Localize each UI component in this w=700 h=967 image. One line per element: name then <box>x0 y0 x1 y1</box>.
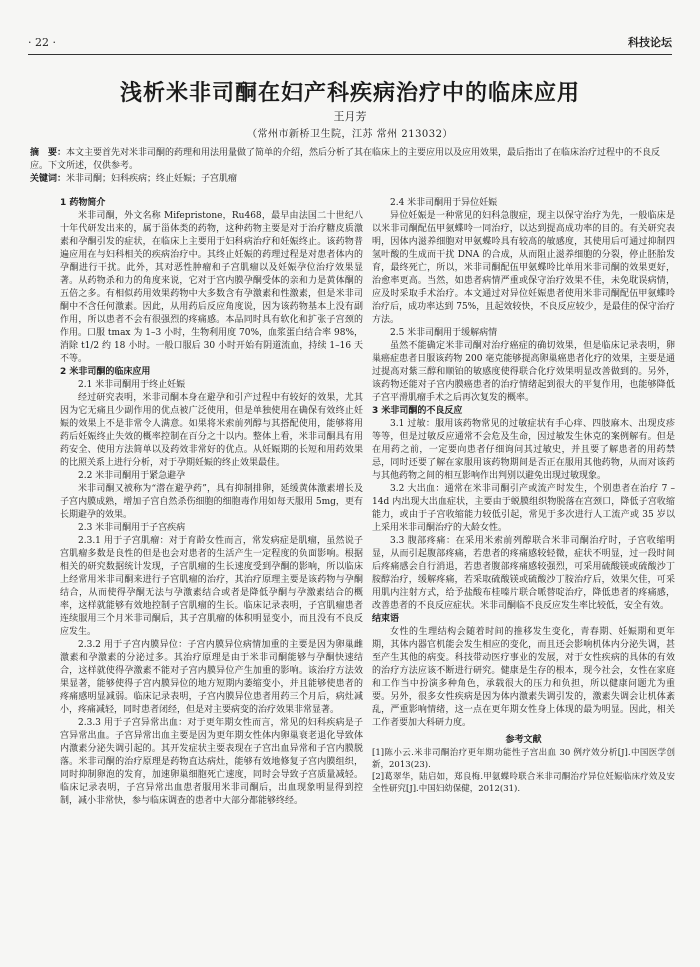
left-subsection-heading: 2.2 米非司酮用于紧急避孕 <box>78 471 186 481</box>
section-name: 科技论坛 <box>628 36 672 49</box>
right-reference-item: [1]陈小云.米非司酮治疗更年期功能性子宫出血 30 例疗效分析[J].中国医学创新，2013(23). <box>372 748 675 770</box>
left-paragraph: 2.3.1 用于子宫肌瘤：对于育龄女性而言，常发病症是肌瘤，虽然说子宫肌瘤多数是良性的但是也会对患者的生活产生一定程度的负面影响。根据相关的研究数据统计发现，子宫肌瘤的生长速度受到孕酮的影响，所以临床上经常用米非司酮来进行子宫肌瘤的治疗，其治疗原理主要是该药物与孕酮结合，从而使得孕酮无法与孕激素结合或者是降低孕酮与孕激素结合的概率，这样就能够有效地控制子宫肌瘤的生长。临床记录表明，子宫肌瘤患者连续服用三个月米非司酮后，其子宫肌瘤的体积明显变小，而且没有不良反应发生。 <box>60 536 363 637</box>
right-section-heading: 结束语 <box>372 614 400 624</box>
abstract-label: 摘 要： <box>30 148 67 158</box>
page-number: · 22 · <box>28 36 56 49</box>
left-paragraph: 2.3.2 用于子宫内膜异位：子宫内膜异位病情加重的主要是因为卵巢雌激素和孕激素的分泌过多。其治疗原理是由于米非司酮能够与孕酮快速结合，这样就使得孕激素不能对子宫内膜异位产生加重的影响。该治疗方法效果显著，能够使得子宫内膜异位的地方短期内萎缩变小，并且能够使患者的疼痛感明显减弱。临床记录表明，子宫内膜异位患者用药三个月后，病灶减小，疼痛减轻，同时患者闭经，但是对主要病变的治疗效果非常显著。 <box>60 640 363 715</box>
right-reference-item: [2]葛翠华，陆启如，郑良梅.甲氨蝶呤联合米非司酮治疗异位妊娠临床疗效及安全性研究[J].中国妇幼保健，2012(31). <box>372 772 675 794</box>
left-paragraph: 2.3.3 用于子宫异常出血：对于更年期女性而言，常见的妇科疾病是子宫异常出血。子宫异常出血主要是因为更年期女性体内卵巢衰老退化导致体内激素分泌失调引起的。其开发症状主要表现在子宫出血异常和子宫内膜脱落。米非司酮的治疗原理是药物直达病灶，能够有效地修复子宫内膜组织，同时抑制卵泡的发育，加速卵巢细胞死亡速度，同时会导致子宫质量减轻。临床记录表明，子宫异常出血患者服用米非司酮后，出血现象明显得到控制，减小非常快，参与临床调查的患者中大部分都能够终经。 <box>60 718 363 806</box>
left-paragraph: 米非司酮又被称为“潜在避孕药”，具有抑制排卵，延缓黄体激素增长及子宫内膜成熟，增加子宫自然杀伤细胞的细胞毒作用如每天服用 5mg，更有长期避孕的效果。 <box>60 484 363 520</box>
left-column <box>60 197 363 808</box>
abstract-text: 本文主要首先对米非司酮的药理和用法用量做了简单的介绍，然后分析了其在临床上的主要应用以及应用效果，最后指出了在临床治疗过程中的不良反应。下文所述，仅供参考。 <box>30 148 661 171</box>
left-section-heading: 1 药物简介 <box>60 198 106 208</box>
left-paragraph: 经过研究表明，米非司酮本身在避孕和引产过程中有较好的效果，尤其因为它无痛且少副作用的优点被广泛使用，但是单独使用在确保有效终止妊娠的效果上不是非常令人满意。如果将米索前列醇与其搭配使用，能够将用药后妊娠终止失效的概率控制在百分之十以内。整体上看，米非司酮具有用药安全、使用方法简单以及药效非常好的优点。从妊娠期的长短和用药效果的比照关系上进行分析，对于孕期妊娠的终止效果最佳。 <box>60 393 363 468</box>
left-subsection-heading: 2.1 米非司酮用于终止妊娠 <box>78 380 186 390</box>
right-paragraph: 女性的生理结构会随着时间的推移发生变化，青春期、妊娠期和更年期，其体内器官机能会发生相应的变化，而且还会影响机体内分泌失调，甚至产生其他的病变。科技带动医疗事业的发展，对于女性疾病的具体的有效的治疗方法应该不断进行研究。健康是生存的根本，现今社会，女性在家庭和工作当中扮演多种角色，承载很大的压力和负担，所以健康问题尤为重要。另外，很多女性疾病是因为体内激素失调引发的，激素失调会让机体紊乱，严重影响情绪，这一点在更年期女性身上体现的最为明显。因此，相关工作者要加大科研力度。 <box>372 627 675 728</box>
right-paragraph: 3.1 过敏：服用该药物常见的过敏症状有手心痒、四肢麻木、出现皮疹等等，但是过敏反应通常不会危及生命，因过敏发生休克的案例解有。但是在用药之前，一定要向患者仔细询问其过敏史，并且要了解患者的用药禁忌，同时还要了解在家服用该药物期间是否正在服用其他药物，从而对该药与其他药物之间的相互影响作出判别以避免出现过敏现象。 <box>372 419 675 481</box>
right-paragraph: 异位妊娠是一种常见的妇科急腹症，现主以保守治疗为先，一般临床是以米非司酮配伍甲氨蝶呤一同治疗，以达到提高成功率的目的。有关研究表明，因体内滋养细胞对甲氨蝶呤具有较高的敏感度，其使用后可通过抑制四氢叶酸的生成而干扰 DNA 的合成，从而阻止滋养细胞的分裂，停止胚胎发育，最终死亡，所以，米非司酮配伍甲氨蝶呤比单用米非司酮的效果更好，治愈率更高。当然，如患者病情严重或保守治疗效果不佳，未免耽误病情，应及时采取手术治疗。本文通过对异位妊娠患者使用米非司酮配伍甲氨蝶呤治疗后，成功率达到 75%，且起效较快，不良反应较少，是最佳的保守治疗方法。 <box>372 211 675 325</box>
right-paragraph: 虽然不能确定米非司酮对治疗癌症的确切效果，但是临床记录表明，卵巢癌症患者日服该药物 200 毫克能够提高卵巢癌患者化疗的效果，主要是通过提高对紫三醇和顺铂的敏感度使得联合化疗效果明显改善做到的。另外，该药物还能对子宫内膜癌患者的治疗情绪起到很大的平复作用，也能够降低子宫平滑肌瘤手术之后再次复发的概率。 <box>372 341 675 403</box>
right-paragraph: 3.3 腹部疼痛：在采用米索前列醇联合米非司酮治疗时，子宫收缩明显，从而引起腹部疼痛，若患者的疼痛感较轻微，症状不明显，过一段时间后疼痛感会自行消退，若患者腹部疼痛感较强烈，可采用硫酸镁或硫酸沙丁胺醇治疗，缓解疼痛，若采取硫酸镁或硫酸沙丁胺治疗后，效果欠佳，可采用肌内注射方式，给予盐酸布桂嗪片联合哌替啶治疗，降低患者的疼痛感，改善患者的不良反应症状。米非司酮临不良反应发生率比较低，安全有效。 <box>372 536 675 611</box>
right-references-heading: 参考文献 <box>505 735 542 745</box>
right-subsection-heading: 2.4 米非司酮用于异位妊娠 <box>390 198 498 208</box>
author-name: 王月芳 <box>333 110 367 123</box>
right-column <box>372 197 675 795</box>
right-section-heading: 3 米非司酮的不良反应 <box>372 406 463 416</box>
article-title: 浅析米非司酮在妇产科疾病治疗中的临床应用 <box>119 80 580 106</box>
keywords-label: 关键词： <box>30 174 67 184</box>
right-paragraph: 3.2 大出血：通常在米非司酮引产或流产时发生，个别患者在治疗 7 – 14d 内出现大出血症状，主要由于蜕膜组织物脱落在宫颈口，降低子宫收缩能力，或由于子宫收缩能力较低引起，常见于多次进行人工流产或 35 岁以上采用米非司酮治疗的大龄女性。 <box>372 484 675 533</box>
keywords-text: 米非司酮；妇科疾病；终止妊娠；子宫肌瘤 <box>66 174 238 184</box>
author-affiliation: （常州市新桥卫生院，江苏 常州 213032） <box>246 129 454 140</box>
left-subsection-heading: 2.3 米非司酮用于子宫疾病 <box>78 523 186 533</box>
abstract <box>30 147 670 173</box>
left-section-heading: 2 米非司酮的临床应用 <box>60 367 151 377</box>
running-header <box>28 34 672 55</box>
abstract-block <box>30 147 670 186</box>
left-paragraph: 米非司酮，外文名称 Mifepristone，Ru468，最早由法国二十世纪八十年代研发出来的，属于甾体类的药物，这种药物主要是对于治疗糖皮质激素和孕酮引发的症状，在临床上主要用于妇科病治疗和妊娠终止。该药物普遍应用在与妇科相关的疾病治疗中。其终止妊娠的药理过程是对患者体内的孕酮进行干扰。此外，其对恶性肿瘤和子宫肌瘤以及妊娠孕位治疗效果显著。从药物杀和力的角度来说，它对于宫内膜孕酮受体的亲和力是黄体酮的五倍之多。有相似药用效果药物中大多数含有孕激素和性激素，但是米非司酮中不含任何激素。因此，从用药后反应角度说，因为该药物基本上没有副作用，所以患者不会有很强烈的疼痛感。本品同时具有软化和扩张子宫颈的作用。口服 tmax 为 1–3 小时，生物利用度 70%，血浆蛋白结合率 98%，消除 t1/2 约 18 小时。一般口服后 30 小时开始有阴道流血，持续 1–16 天不等。 <box>60 211 363 364</box>
keywords <box>30 173 670 186</box>
right-subsection-heading: 2.5 米非司酮用于缓解病情 <box>390 328 498 338</box>
